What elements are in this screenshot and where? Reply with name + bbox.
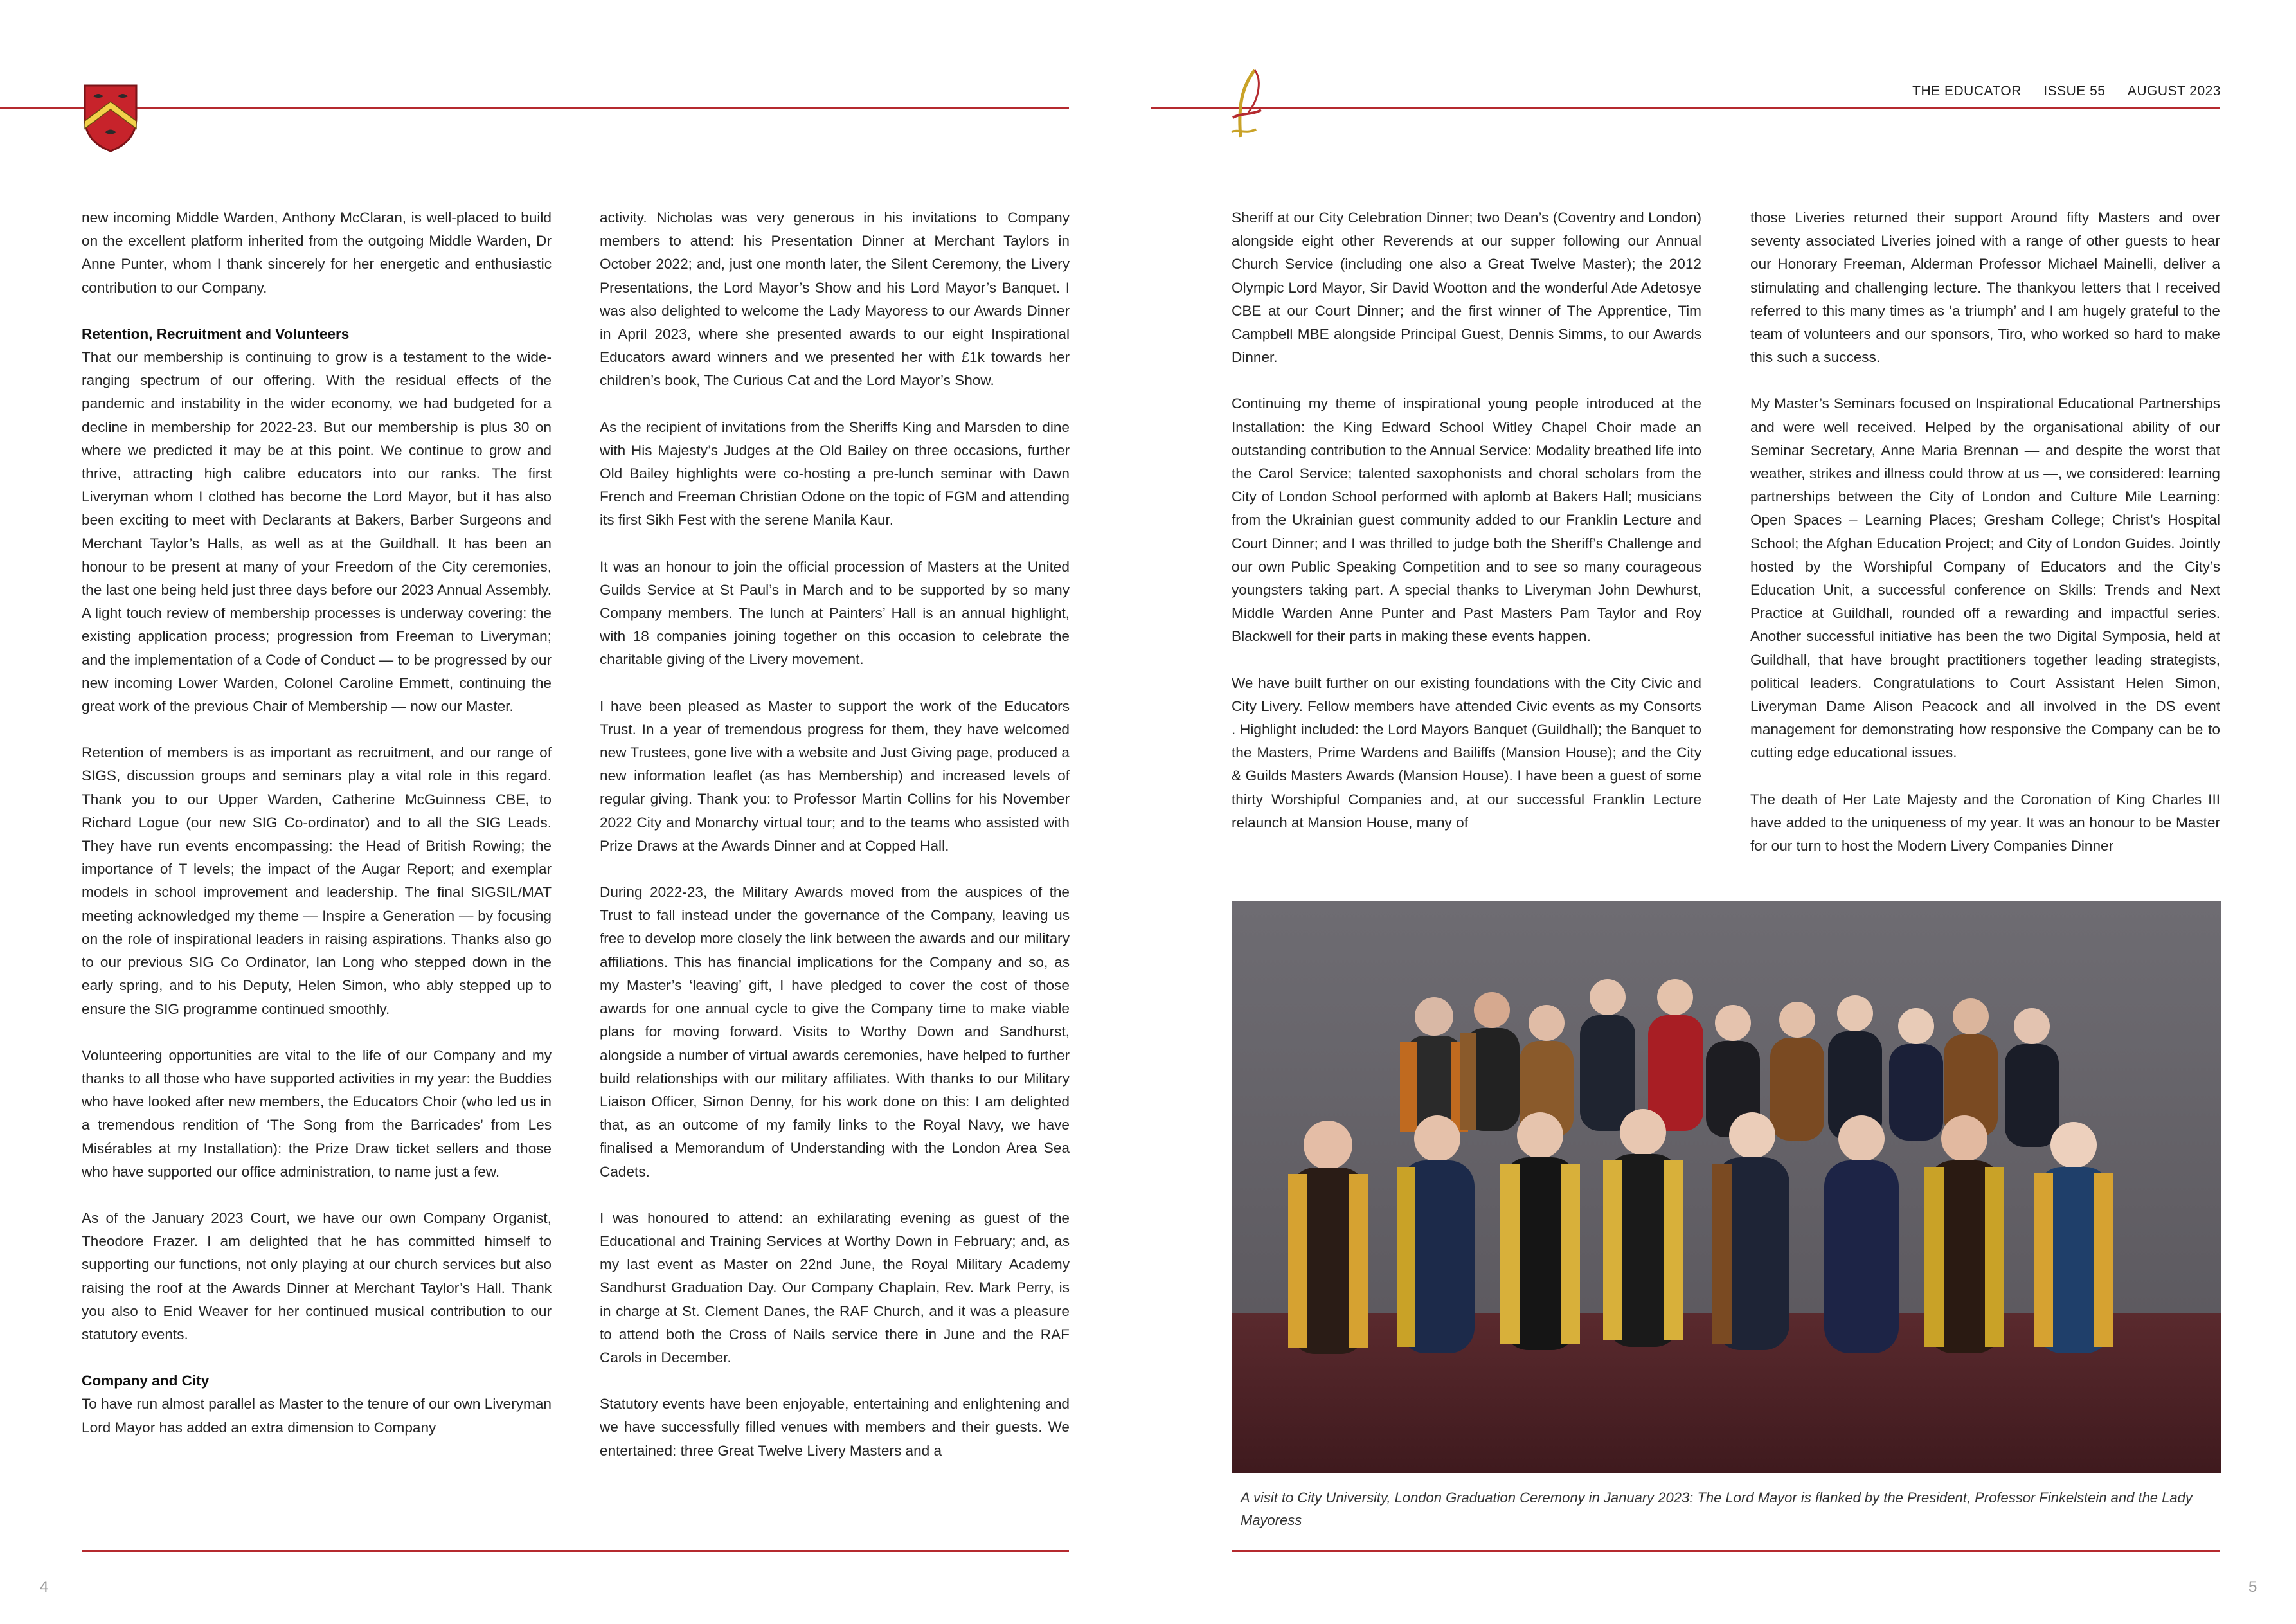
paragraph: That our membership is continuing to grow is a testament to the wide-ranging spectrum of our offering. With the residual effects of the pandemic and instability in the wider economy, we had budgeted for a decline in membership for 2022-23. But our membership is plus 30 on where we predicted it may be at this point. We continue to grow and thrive, attracting high calibre educators into our ranks. The first Liveryman whom I clothed has become the Lord Mayor, but it has also been exciting to meet with Declarants at Bakers, Barber Surgeons and Merchant Taylor’s Halls, as well as at the Guildhall. It has been an honour to be present at many of your Freedom of the City ceremonies, the last one being held just three days before our 2023 Annual Assembly. A light touch review of membership processes is underway covering: the existing application process; progression from Freeman to Liveryman; and the implementation of a Code of Conduct — to be progressed by our new incoming Lower Warden, Colonel Caroline Emmett, continuing the great work of the previous Chair of Membership — now our Master. [82,349,552,715]
crest-icon [82,82,139,153]
section-heading: Retention, Recruitment and Volunteers [82,325,350,342]
paragraph: activity. Nicholas was very generous in his invitations to Company members to attend: his Presentation Dinner at Merchant Taylors in October 2022; and, just one month later, the Silent Ceremony, the Livery Presentations, the Lord Mayor’s Show and his Lord Mayor’s Banquet. I was also delighted to welcome the Lady Mayoress to our Awards Dinner in April 2023, where she presented awards to our eight Inspirational Educators award winners and we presented her with £1k towards her children’s book, The Curious Cat and the Lord Mayor’s Show. [600,210,1070,389]
article-column-3 [1232,206,1701,835]
paragraph: We have built further on our existing foundations with the City Civic and City Livery. Fellow members have attended Civic events as my Consorts . Highlight included: the Lord Mayors Banquet (Guildhall); the Banquet to the Masters, Prime Wardens and Bailiffs (Mansion House); and the City & Guilds Masters Awards (Mansion House). I have been a guest of some thirty Worshipful Companies and, at our successful Franklin Lecture relaunch at Mansion House, many of [1232,674,1701,831]
paragraph: I was honoured to attend: an exhilarating evening as guest of the Educational and Training Services at Worthy Down in February; and, as my last event as Master on 22nd June, the Royal Military Academy Sandhurst Graduation Day. Our Company Chaplain, Rev. Mark Perry, is in charge at St. Clement Danes, the RAF Church, and it was a pleasure to attend both the Cross of Nails service there in June and the RAF Carols in December. [600,1209,1070,1366]
paragraph: Sheriff at our City Celebration Dinner; two Dean’s (Coventry and London) alongside eight other Reverends at our supper following our Annual Church Service (including one also a Great Twelve Master); the 2012 Olympic Lord Mayor, Sir David Wootton and the wonderful Ade Adetosye CBE at our Court Dinner; and the first winner of The Apprentice, Tim Campbell MBE alongside Principal Guest, Dennis Simms, to our Awards Dinner. [1232,210,1701,366]
section-heading: Company and City [82,1373,210,1389]
paragraph: As of the January 2023 Court, we have our own Company Organist, Theodore Frazer. I am delighted that he has committed himself to supporting our functions, not only playing at our church services but also raising the roof at the Awards Dinner at Merchant Taylor’s Hall. Thank you also to Enid Weaver for her continued musical contribution to our statutory events. [82,1209,552,1342]
footer-rule-right [1232,1550,2220,1552]
photo-caption: A visit to City University, London Graduation Ceremony in January 2023: The Lord Mayor is flanked by the President, Professor Finkelstein and the Lady Mayoress [1241,1490,2193,1528]
paragraph: During 2022-23, the Military Awards moved from the auspices of the Trust to fall instead under the governance of the Company, leaving us free to develop more closely the link between the awards and our military affiliations. This has financial implications for the Company and so, as my Master’s ‘leaving’ gift, I have pledged to cover the cost of those awards for one annual cycle to give the Company time to make viable plans for moving forward. Visits to Worthy Down and Sandhurst, alongside a number of virtual awards ceremonies, have helped to further build relationships with our military affiliates. With thanks to our Military Liaison Officer, Simon Denny, for his work done on this: I am delighted that, as an outcome of my family links to the Royal Navy, we have finalised a Memorandum of Understanding with the London Area Sea Cadets. [600,884,1070,1180]
paragraph: To have run almost parallel as Master to the tenure of our own Liveryman Lord Mayor has added an extra dimension to Company [82,1396,552,1436]
paragraph: Statutory events have been enjoyable, entertaining and enlightening and we have successfully filled venues with members and their guests. We entertained: three Great Twelve Livery Masters and a [600,1396,1070,1459]
publication-title: THE EDUCATOR [1912,84,2022,98]
paragraph: It was an honour to join the official procession of Masters at the United Guilds Service at St Paul’s in March and to be supported by so many Company members. The lunch at Painters’ Hall is an annual highlight, with 18 companies joining together on this occasion to celebrate the charitable giving of the Livery movement. [600,558,1070,668]
paragraph: Continuing my theme of inspirational young people introduced at the Installation: the King Edward School Witley Chapel Choir made an outstanding contribution to the Annual Service: Modality breathed life into the Carol Service; talented saxophonists and choral scholars from the City of London School performed with aplomb at Bakers Hall; musicians from the Ukrainian guest community added to our Franklin Lecture and Court Dinner; and I was thrilled to judge both the Sheriff’s Challenge and our own Public Speaking Competition and to see so many courageous youngsters taking part. A special thanks to Liveryman John Dewhurst, Middle Warden Anne Punter and Past Masters Pam Taylor and Roy Blackwell for their parts in making these events happen. [1232,395,1701,645]
paragraph: Retention of members is as important as recruitment, and our range of SIGS, discussion groups and seminars play a vital role in this regard. Thank you to our Upper Warden, Catherine McGuinness CBE, to Richard Logue (our new SIG Co-ordinator) and to all the SIG Leads. They have run events encompassing: the Head of British Rowing; the importance of T levels; the impact of the Augar Report; and exemplar models in school improvement and leadership. The final SIGSIL/MAT meeting acknowledged my theme — Inspire a Generation — by focusing on the role of inspirational leaders in raising aspirations. Thanks also go to our previous SIG Co Ordinator, Ian Long who stepped down in the early spring, and to his Deputy, Helen Simon, who ably stepped up to ensure the SIG programme continued smoothly. [82,744,552,1017]
paragraph: those Liveries returned their support Around fifty Masters and over seventy associated Liveries joined with a range of other guests to hear our Honorary Freeman, Alderman Professor Michael Mainelli, deliver a stimulating and challenging lecture. The thankyou letters that I received referred to this many times as ‘a triumph’ and I am hugely grateful to the team of volunteers and our sponsors, Tiro, who worked so hard to make this such a success. [1750,210,2220,366]
header-rule-left [0,107,1069,109]
footer-rule-left [82,1550,1069,1552]
paragraph: As the recipient of invitations from the Sheriffs King and Marsden to dine with His Majesty’s Judges at the Old Bailey on three occasions, further Old Bailey highlights were co-hosting a pre-lunch seminar with Dawn French and Freeman Christian Odone on the topic of FGM and attending its first Sikh Fest with the serene Manila Kaur. [600,419,1070,528]
paragraph: My Master’s Seminars focused on Inspirational Educational Partnerships and were well received. Helped by the organisational ability of our Seminar Secretary, Anne Maria Brennan — and despite the worst that weather, strikes and illness could throw at us —, we considered: learning partnerships between the City of London and Culture Mile Learning: Open Spaces – Learning Places; Gresham College; Christ’s Hospital School; the Afghan Education Project; and City of London Guides. Jointly hosted by the Worshipful Company of Educators and the City’s Education Unit, a successful conference on Skills: Trends and Next Practice at Guildhall, rounded off a rewarding and impactful series. Another successful initiative has been the two Digital Symposia, held at Guildhall, that have brought practitioners together leading strategists, political leaders. Congratulations to Court Assistant Helen Simon, Liveryman Dame Alison Peacock and all involved in the DS event management for demonstrating how responsive the Company can be to cutting edge educational issues. [1750,395,2220,761]
group-photo [1232,901,2221,1473]
article-column-1 [82,206,552,1439]
page-number-right: 5 [2248,1578,2257,1596]
paragraph: The death of Her Late Majesty and the Coronation of King Charles III have added to the uniqueness of my year. It was an honour to be Master for our turn to host the Modern Livery Companies Dinner [1750,791,2220,854]
article-column-2 [600,206,1070,1463]
paragraph: I have been pleased as Master to support the work of the Educators Trust. In a year of tremendous progress for them, they have welcomed new Trustees, gone live with a website and Just Giving page, produced a new information leaflet (as has Membership) and increased levels of regular giving. Thank you: to Professor Martin Collins for his November 2022 City and Monarchy virtual tour; and to the teams who assisted with Prize Draws at the Awards Dinner and at Copped Hall. [600,698,1070,854]
issue-number: ISSUE 55 [2043,84,2106,98]
issue-date: AUGUST 2023 [2127,84,2221,98]
quill-monogram-icon [1229,68,1265,141]
masthead [1912,84,2221,99]
header-rule-right [1151,107,2220,109]
page-number-left: 4 [40,1578,49,1596]
paragraph: new incoming Middle Warden, Anthony McClaran, is well-placed to build on the excellent platform inherited from the outgoing Middle Warden, Dr Anne Punter, whom I thank sincerely for her energetic and enthusiastic contribution to our Company. [82,210,552,296]
paragraph: Volunteering opportunities are vital to the life of our Company and my thanks to all those who have supported activities in my year: the Buddies who have looked after new members, the Educators Choir (who led us in a tremendous rendition of ‘The Song from the Barricades’ from Les Misérables at my Installation): the Prize Draw ticket sellers and those who have supported our office administration, to name just a few. [82,1047,552,1180]
article-column-4 [1750,206,2220,858]
